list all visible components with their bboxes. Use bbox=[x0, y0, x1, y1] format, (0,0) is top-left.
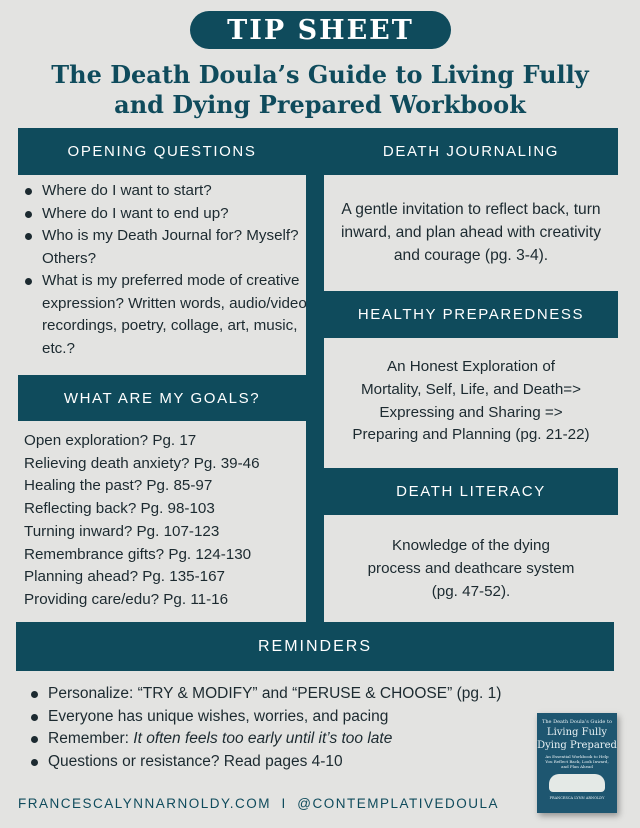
list-item: Where do I want to end up? bbox=[20, 203, 310, 226]
goals-list bbox=[24, 430, 309, 612]
text-line: (pg. 47-52). bbox=[431, 582, 511, 600]
text-line: Expressing and Sharing => bbox=[379, 403, 563, 421]
opening-questions-list bbox=[20, 180, 310, 360]
tip-sheet-badge: TIP SHEET bbox=[190, 11, 451, 49]
text-line: process and deathcare system bbox=[367, 559, 575, 577]
opening-questions-heading: OPENING QUESTIONS bbox=[18, 128, 306, 175]
reminders-heading: REMINDERS bbox=[16, 622, 614, 671]
reminder-prefix: Remember: bbox=[48, 730, 134, 748]
book-title-line-1: Living Fully bbox=[546, 727, 608, 738]
book-author: FRANCESCA LYNN ARNOLDY bbox=[549, 796, 605, 800]
title-line-2: and Dying Prepared Workbook bbox=[114, 90, 526, 119]
text-line: Preparing and Planning (pg. 21-22) bbox=[352, 426, 590, 444]
book-subtitle: An Essential Workbook to Help You Reflect Back, Look Inward, and Plan Ahead bbox=[545, 754, 609, 769]
book-title-line-2: Dying Prepared bbox=[537, 740, 617, 751]
list-item: Providing care/edu? Pg. 11-16 bbox=[24, 590, 229, 608]
text-line: An Honest Exploration of bbox=[386, 358, 555, 375]
list-item: Questions or resistance? Read pages 4-10 bbox=[26, 751, 586, 774]
list-item: Where do I want to start? bbox=[20, 180, 310, 203]
reminder-quote: It often feels too early until it’s too late bbox=[133, 730, 393, 748]
death-journaling-text: A gentle invitation to reflect back, turn inward, and plan ahead with creativity and courage (pg. 3-4). bbox=[340, 201, 602, 264]
list-item: What is my preferred mode of creative expression? Written words, audio/video recordings, poetry, collage, art, music, etc.? bbox=[20, 270, 310, 360]
text-line: Mortality, Self, Life, and Death=> bbox=[360, 380, 582, 398]
healthy-preparedness-heading: HEALTHY PREPAREDNESS bbox=[324, 291, 618, 338]
death-literacy-heading: DEATH LITERACY bbox=[324, 468, 618, 515]
title-line-1: The Death Doula’s Guide to Living Fully bbox=[51, 60, 589, 89]
book-cover-image bbox=[537, 713, 617, 813]
death-journaling-heading: DEATH JOURNALING bbox=[324, 128, 618, 175]
healthy-preparedness-text bbox=[324, 356, 618, 447]
list-item: Relieving death anxiety? Pg. 39-46 bbox=[24, 454, 260, 472]
book-illustration bbox=[549, 774, 605, 792]
goals-heading: WHAT ARE MY GOALS? bbox=[18, 375, 306, 421]
list-item: Everyone has unique wishes, worries, and pacing bbox=[26, 706, 586, 729]
list-item: Open exploration? Pg. 17 bbox=[24, 432, 197, 449]
list-item: Remembrance gifts? Pg. 124-130 bbox=[24, 545, 252, 563]
list-item: Who is my Death Journal for? Myself? Others? bbox=[20, 225, 310, 270]
list-item bbox=[26, 728, 586, 751]
text-line: Knowledge of the dying bbox=[392, 537, 550, 554]
list-item: Healing the past? Pg. 85-97 bbox=[24, 477, 213, 495]
list-item: Planning ahead? Pg. 135-167 bbox=[24, 568, 225, 586]
footer-links: FRANCESCALYNNARNOLDY.COM I @CONTEMPLATIVEDOULA bbox=[18, 796, 500, 811]
list-item: Turning inward? Pg. 107-123 bbox=[24, 522, 220, 540]
death-literacy-text bbox=[324, 535, 618, 603]
reminders-list bbox=[26, 683, 586, 774]
page-title bbox=[20, 60, 620, 120]
list-item: Reflecting back? Pg. 98-103 bbox=[24, 500, 215, 518]
list-item: Personalize: “TRY & MODIFY” and “PERUSE & CHOOSE” (pg. 1) bbox=[26, 683, 586, 706]
book-small-title: The Death Doula’s Guide to bbox=[541, 719, 613, 725]
